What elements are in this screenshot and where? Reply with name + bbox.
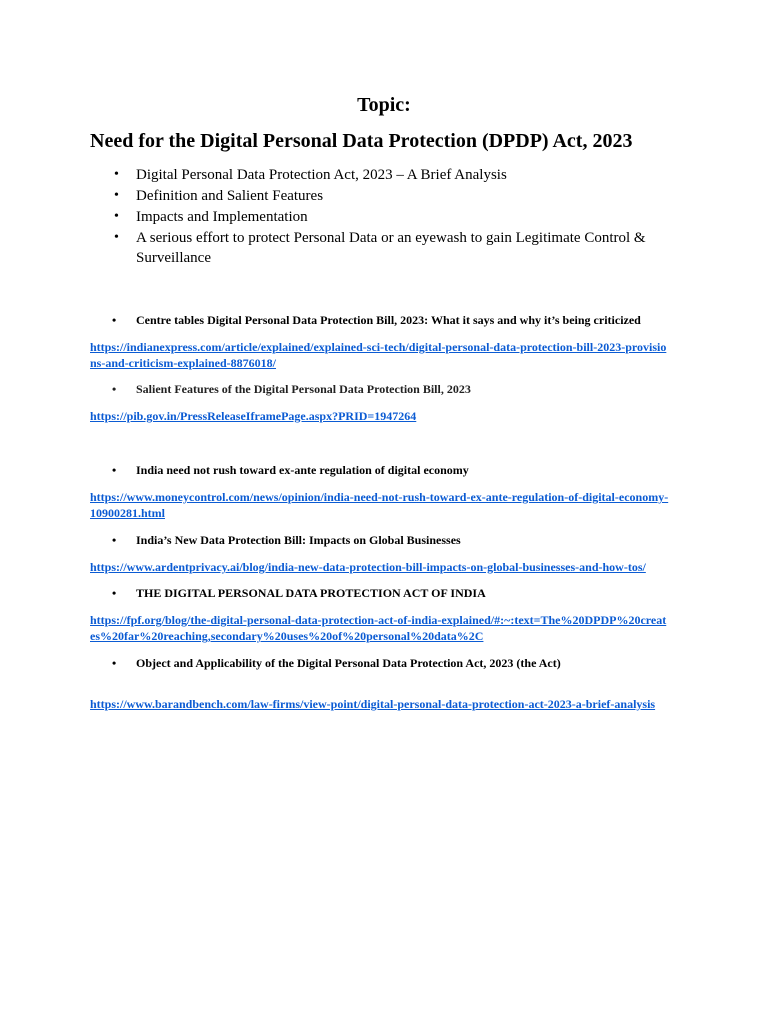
reference-title-text: India’s New Data Protection Bill: Impacts on Global Businesses: [136, 533, 461, 547]
reference-title-text: THE DIGITAL PERSONAL DATA PROTECTION ACT OF INDIA: [136, 586, 486, 600]
reference-title-text: Salient Features of the Digital Personal Data Protection Bill, 2023: [136, 382, 471, 396]
intro-list-item: [90, 165, 690, 185]
reference-title-text: Object and Applicability of the Digital Personal Data Protection Act, 2023 (the Act): [136, 656, 561, 670]
reference-title-text: Centre tables Digital Personal Data Protection Bill, 2023: What it says and why it’s being criticized: [136, 313, 641, 327]
document-title: Need for the Digital Personal Data Protection (DPDP) Act, 2023: [90, 130, 633, 152]
bullet-icon: •: [112, 313, 117, 327]
intro-list-item: [90, 186, 690, 206]
reference-entry: [90, 655, 690, 712]
bullet-icon: •: [114, 230, 119, 245]
intro-list-item: [90, 228, 690, 268]
intro-bullet-list: [90, 165, 690, 269]
intro-item-text: Impacts and Implementation: [136, 209, 308, 225]
bullet-icon: •: [112, 656, 117, 670]
bullet-icon: •: [114, 209, 119, 224]
intro-item-text: Definition and Salient Features: [136, 188, 324, 204]
reference-title: [90, 381, 690, 397]
reference-link[interactable]: https://www.barandbench.com/law-firms/view-point/digital-personal-data-protection-act-2023-a-brief-analysis: [90, 697, 656, 711]
reference-link[interactable]: https://www.ardentprivacy.ai/blog/india-new-data-protection-bill-impacts-on-global-businesses-and-how-tos/: [90, 560, 646, 574]
reference-entry: [90, 462, 690, 521]
reference-link[interactable]: https://pib.gov.in/PressReleaseIframePage.aspx?PRID=1947264: [90, 409, 417, 423]
reference-title: [90, 655, 690, 671]
intro-item-text: A serious effort to protect Personal Data or an eyewash to gain Legitimate Control & Surveillance: [136, 230, 646, 266]
reference-entry: [90, 532, 690, 575]
topic-heading: Topic:: [357, 94, 411, 116]
reference-title: [90, 585, 690, 601]
reference-entry: [90, 585, 690, 644]
reference-link[interactable]: https://indianexpress.com/article/explained/explained-sci-tech/digital-personal-data-protection-bill-2023-provisions-and-criticism-explained-8876018/: [90, 340, 667, 370]
reference-title: [90, 462, 690, 478]
reference-link[interactable]: https://fpf.org/blog/the-digital-personal-data-protection-act-of-india-explained/#:~:text=The%20DPDP%20creates%20far%20reaching,secondary%20uses%20of%20personal%20data%2C: [90, 613, 667, 643]
bullet-icon: •: [112, 586, 117, 600]
intro-list-item: [90, 207, 690, 227]
reference-entry: [90, 381, 690, 424]
bullet-icon: •: [112, 382, 117, 396]
bullet-icon: •: [114, 188, 119, 203]
reference-entry: [90, 312, 690, 371]
bullet-icon: •: [114, 167, 119, 182]
intro-item-text: Digital Personal Data Protection Act, 2023 – A Brief Analysis: [136, 167, 507, 183]
reference-title: [90, 312, 690, 328]
reference-link[interactable]: https://www.moneycontrol.com/news/opinion/india-need-not-rush-toward-ex-ante-regulation-of-digital-economy-10900281.html: [90, 490, 669, 520]
bullet-icon: •: [112, 533, 117, 547]
reference-title: [90, 532, 690, 548]
bullet-icon: •: [112, 463, 117, 477]
reference-title-text: India need not rush toward ex-ante regulation of digital economy: [136, 463, 469, 477]
